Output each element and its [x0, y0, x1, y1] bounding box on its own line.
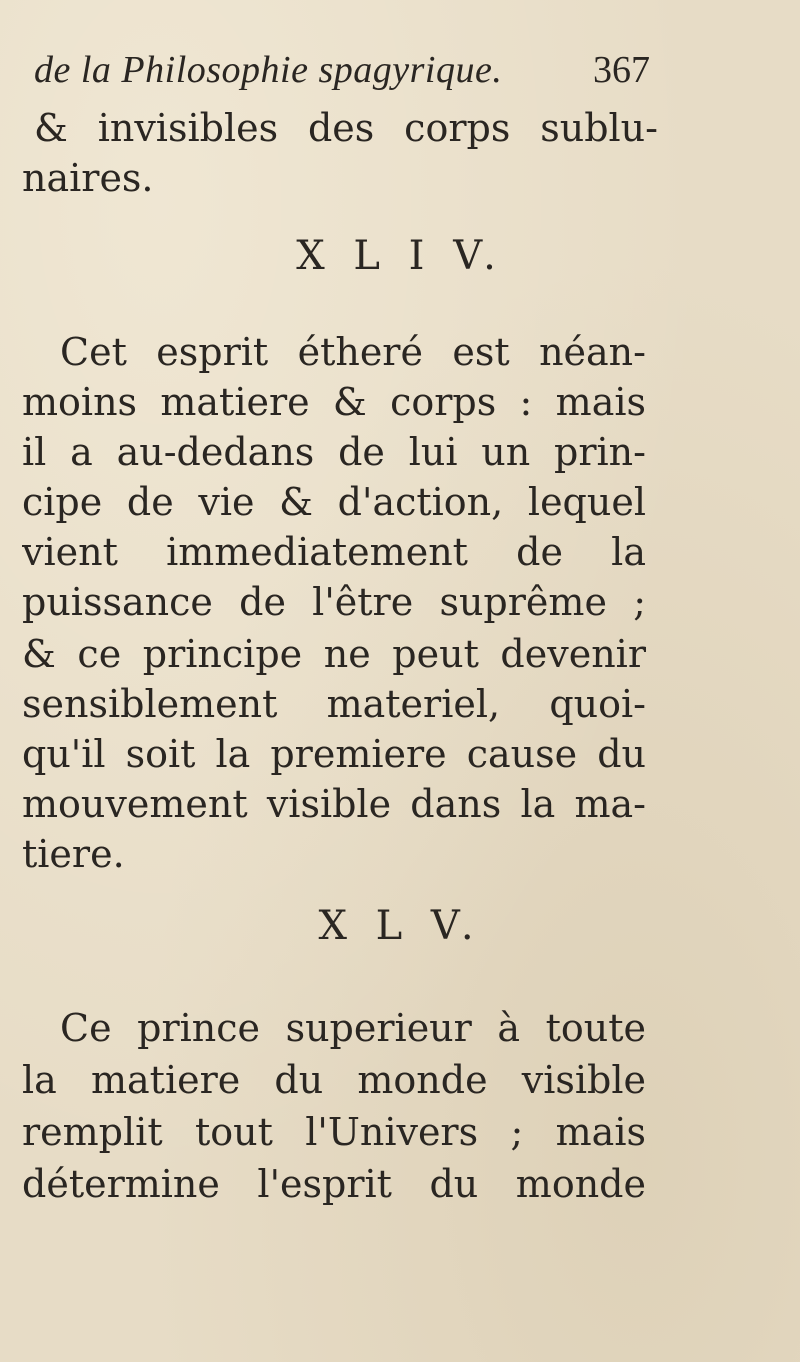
text-line: Cet esprit étheré est néan- — [60, 330, 646, 374]
text-line: qu'il soit la premiere cause du — [22, 732, 646, 776]
text-line: la matiere du monde visible — [22, 1058, 646, 1102]
text-line: tiere. — [22, 832, 125, 876]
text-line: & ce principe ne peut devenir — [22, 632, 646, 676]
text-line: il a au-dedans de lui un prin- — [22, 430, 646, 474]
text-line: sensiblement materiel, quoi- — [22, 682, 646, 726]
running-title: de la Philosophie spagyrique. — [34, 49, 503, 91]
page-number: 367 — [593, 49, 650, 91]
section-heading-xliv: X L I V. — [296, 233, 504, 279]
text-line: naires. — [22, 156, 154, 200]
text-line: mouvement visible dans la ma- — [22, 782, 646, 826]
text-line: & invisibles des corps sublu- — [34, 106, 658, 150]
text-line: cipe de vie & d'action, lequel — [22, 480, 646, 524]
text-line: Ce prince superieur à toute — [60, 1006, 646, 1050]
text-line: vient immediatement de la — [22, 530, 646, 574]
text-line: remplit tout l'Univers ; mais — [22, 1110, 646, 1154]
text-line: détermine l'esprit du monde — [22, 1162, 646, 1206]
text-line: puissance de l'être suprême ; — [22, 580, 646, 624]
text-line: moins matiere & corps : mais — [22, 380, 646, 424]
section-heading-xlv: X L V. — [318, 903, 482, 949]
page-header — [34, 44, 650, 100]
